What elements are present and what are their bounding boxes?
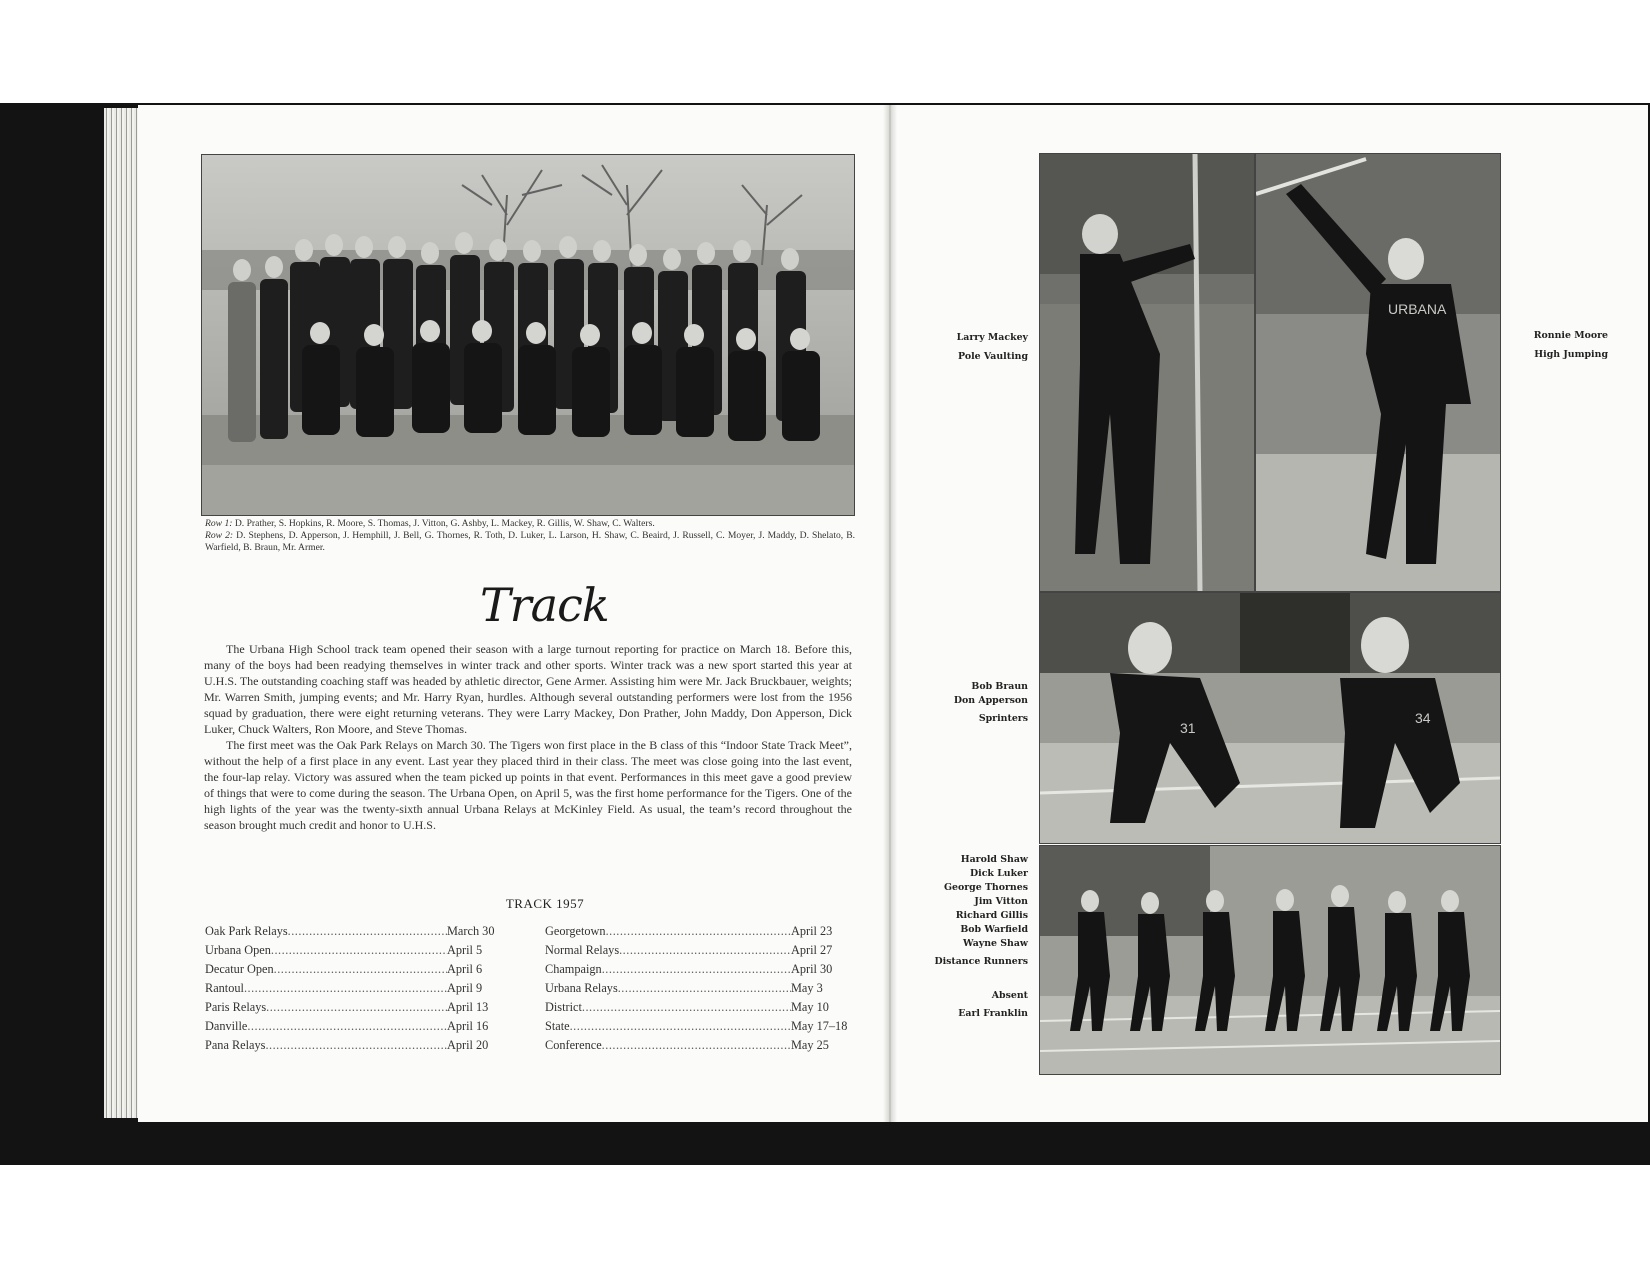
article-body bbox=[204, 641, 852, 833]
sprinter-name: Don Apperson bbox=[953, 695, 1028, 706]
schedule-row: State ..... May 17–18 bbox=[545, 1017, 845, 1036]
absent-name: Earl Franklin bbox=[958, 1008, 1028, 1019]
schedule-right-column bbox=[545, 922, 848, 1055]
schedule-row: Urbana Open ..... April 5 bbox=[205, 941, 501, 960]
runner-name: Wayne Shaw bbox=[962, 938, 1028, 949]
book-gutter bbox=[883, 105, 897, 1122]
schedule-title: TRACK 1957 bbox=[505, 896, 585, 911]
schedule-row: Oak Park Relays ..... March 30 bbox=[205, 922, 501, 941]
page-edges bbox=[104, 108, 138, 1118]
runner-name: Jim Vitton bbox=[974, 896, 1028, 907]
schedule-row: Conference ..... May 25 bbox=[545, 1036, 845, 1055]
runner-name: Richard Gillis bbox=[955, 910, 1028, 921]
schedule-row: Rantoul ..... April 9 bbox=[205, 979, 501, 998]
distance-runners-caption bbox=[920, 853, 1028, 1021]
schedule-left-column bbox=[205, 922, 501, 1055]
sprinter-number-2: 34 bbox=[1415, 710, 1431, 726]
runner-name: Dick Luker bbox=[970, 868, 1028, 879]
sprinters-photo bbox=[1039, 592, 1501, 844]
schedule-row: Georgetown ..... April 23 bbox=[545, 922, 845, 941]
high-jump-photo bbox=[1255, 153, 1501, 592]
schedule-row: Urbana Relays ..... May 3 bbox=[545, 979, 845, 998]
sprinters-caption bbox=[930, 680, 1028, 726]
schedule-row: Champaign ..... April 30 bbox=[545, 960, 845, 979]
runner-name: George Thornes bbox=[944, 882, 1028, 893]
team-photo-caption bbox=[205, 518, 855, 554]
row1-label: Row 1: bbox=[205, 518, 233, 529]
paragraph-1: The Urbana High School track team opened their season with a large turnout reporting for practice on March 18. Before this, many of the boys had been readying themselves in winter track and other sports. Winter track was a new sport started this year at U.H.S. The outstanding coaching staff was headed by athletic director, Gene Armer. Assisting him were Mr. Jack Bruckbauer, weights; Mr. Warren Smith, jumping events; and Mr. Harry Ryan, hurdles. Although several outstanding performers were lost from the 1956 squad by graduation, there were eight returning veterans. They were Larry Mackey, Don Prather, John Maddy, Don Apperson, Dick Luker, Chuck Walters, Ron Moore, and Steve Thomas. bbox=[204, 642, 852, 736]
row1-names: D. Prather, S. Hopkins, R. Moore, S. Thomas, J. Vitton, G. Ashby, L. Mackey, R. Gillis, W. Shaw, C. Walters. bbox=[234, 518, 655, 529]
row2-names: D. Stephens, D. Apperson, J. Hemphill, J. Bell, G. Thornes, R. Toth, D. Luker, L. Larson, H. Shaw, C. Beaird, J. Russell, C. Moyer, J. Maddy, D. Shelato, B. Warfield, B. Braun, Mr. Armer. bbox=[205, 530, 856, 553]
page-title: Track bbox=[480, 578, 609, 632]
pole-vault-caption bbox=[930, 328, 1028, 366]
schedule-row: Decatur Open ..... April 6 bbox=[205, 960, 501, 979]
schedule-row: Normal Relays ..... April 27 bbox=[545, 941, 845, 960]
sprinters-event: Sprinters bbox=[978, 713, 1028, 724]
distance-event: Distance Runners bbox=[934, 956, 1028, 967]
paragraph-2: The first meet was the Oak Park Relays on March 30. The Tigers won first place in the B class of this “Indoor State Track Meet”, without the help of a first place in any event. Last year they placed third in their class. The meet was close going into the last event, the four-lap relay. Victory was assured when the team picked up points in that event. Performances in this meet gave a good preview of things that were to come during the season. The Urbana Open, on April 5, was the first home performance for the Tigers. One of the high lights of the year was the twenty-sixth annual Urbana Relays at McKinley Field. As usual, the team’s record throughout the season brought much credit and honor to U.H.S. bbox=[204, 738, 852, 832]
pole-vault-event: Pole Vaulting bbox=[958, 351, 1028, 362]
absent-label: Absent bbox=[991, 990, 1028, 1001]
schedule-row: Pana Relays ..... April 20 bbox=[205, 1036, 501, 1055]
distance-runners-photo bbox=[1039, 845, 1501, 1075]
urbana-shirt-text: URBANA bbox=[1388, 301, 1447, 317]
runner-name: Bob Warfield bbox=[960, 924, 1028, 935]
row2-label: Row 2: bbox=[205, 530, 234, 541]
team-photo bbox=[201, 154, 855, 516]
schedule-row: Danville ..... April 16 bbox=[205, 1017, 501, 1036]
sprinter-name: Bob Braun bbox=[971, 681, 1028, 692]
sprinter-number-1: 31 bbox=[1180, 720, 1196, 736]
high-jump-name: Ronnie Moore bbox=[1533, 330, 1608, 341]
pole-vault-name: Larry Mackey bbox=[956, 332, 1028, 343]
high-jump-event: High Jumping bbox=[1534, 349, 1608, 360]
high-jump-caption bbox=[1500, 326, 1608, 364]
schedule-row: Paris Relays ..... April 13 bbox=[205, 998, 501, 1017]
pole-vault-photo bbox=[1039, 153, 1255, 592]
runner-name: Harold Shaw bbox=[960, 854, 1028, 865]
schedule-row: District ..... May 10 bbox=[545, 998, 845, 1017]
